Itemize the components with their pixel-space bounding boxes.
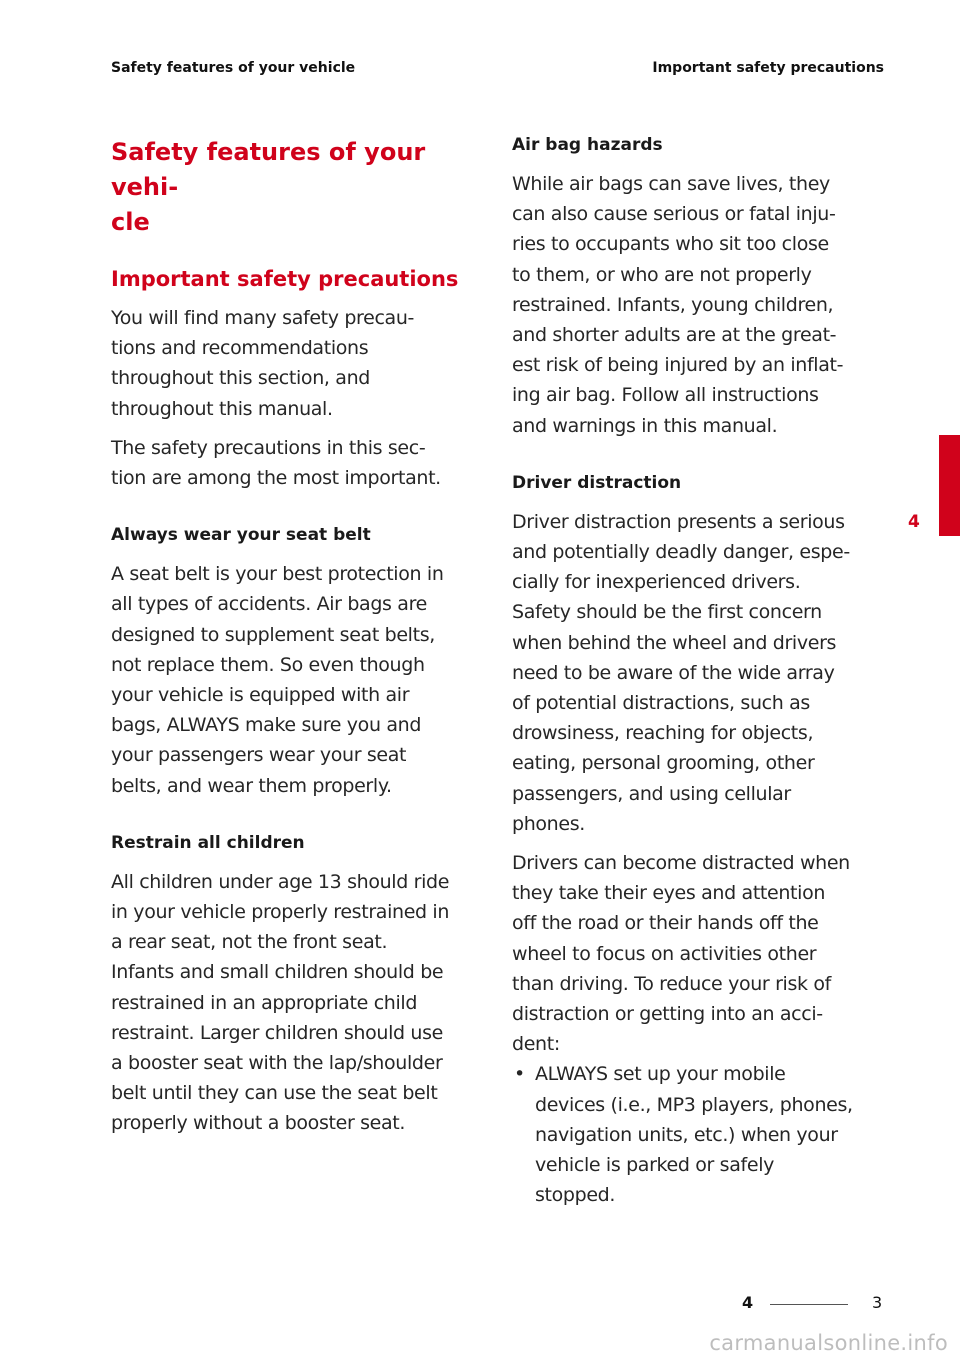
footer-divider	[770, 1304, 848, 1305]
distraction-paragraph: Driver distraction presents a serious and potentially deadly danger, espe- cially for inexperienced drivers. Safety should be the first concern when behind the wheel and drivers need to be aware of the wide array of potential distractions, such as drowsiness, reaching for objects, eating, personal grooming, other passengers, and using cellular phones.	[512, 510, 850, 835]
chapter-title: Safety features of your vehi- cle	[111, 138, 426, 236]
distraction-bullet-list	[512, 1059, 884, 1210]
bullet-text: ALWAYS set up your mobile devices (i.e., MP3 players, phones, navigation units, etc.) when your vehicle is parked or safely stopped.	[535, 1063, 853, 1207]
intro-paragraph: The safety precautions in this sec- tion are among the most important.	[111, 436, 441, 490]
left-column	[111, 127, 483, 1139]
list-item	[512, 1059, 884, 1210]
chapter-tab	[939, 435, 960, 536]
seat-belt-paragraph: A seat belt is your best protection in all types of accidents. Air bags are designed to supplement seat belts, not replace them. So even though your vehicle is equipped with air bags, ALWAYS make sure you and your passengers wear your seat belts, and wear them properly.	[111, 563, 444, 797]
footer-chapter-number: 4	[742, 1293, 754, 1312]
footer-page-number: 3	[872, 1293, 883, 1312]
seat-belt-heading: Always wear your seat belt	[111, 525, 371, 546]
running-header-right: Important safety precautions	[652, 60, 884, 76]
watermark: carmanualsonline.info	[709, 1331, 948, 1355]
right-column	[512, 127, 884, 1211]
air-bag-heading: Air bag hazards	[512, 135, 663, 155]
air-bag-paragraph: While air bags can save lives, they can also cause serious or fatal inju- ries to occupants who sit too close to them, or who are not properly restrained. Infants, young children, and shorter adults are at the great- est risk of being injured by an inflat- ing air bag. Follow all instructions and warnings in this manual.	[512, 173, 844, 437]
bullet-icon: •	[514, 1063, 525, 1086]
driver-distraction-heading: Driver distraction	[512, 472, 682, 493]
children-paragraph: All children under age 13 should ride in your vehicle properly restrained in a rear seat, not the front seat. Infants and small children should be restrained in an appropriate child restraint. Larger children should use a booster seat with the lap/shoulder belt until they can use the seat belt properly without a booster seat.	[111, 870, 450, 1135]
children-heading: Restrain all children	[111, 832, 305, 853]
intro-paragraph: You will find many safety precau- tions and recommendations throughout this section, and throughout this manual.	[111, 307, 415, 420]
section-title: Important safety precautions	[111, 267, 459, 291]
chapter-tab-number: 4	[908, 512, 920, 532]
running-header-left: Safety features of your vehicle	[111, 60, 356, 76]
distraction-paragraph: Drivers can become distracted when they take their eyes and attention off the road or their hands off the wheel to focus on activities other than driving. To reduce your risk of distraction or getting into an acci- dent:	[512, 852, 850, 1056]
